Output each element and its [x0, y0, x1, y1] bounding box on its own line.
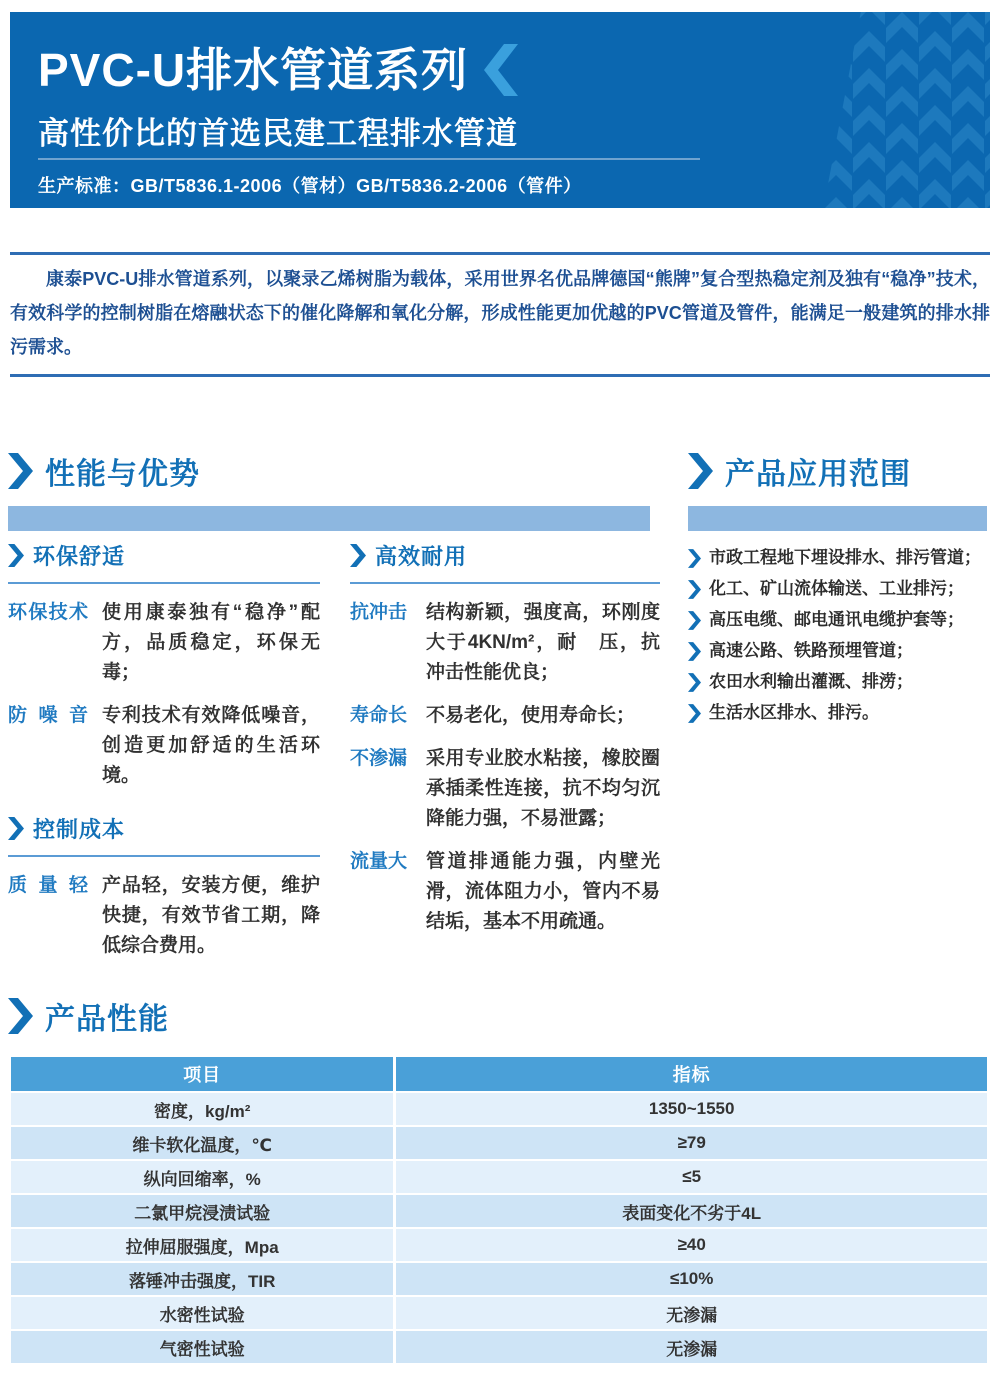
chevron-pattern-piece [853, 68, 885, 99]
subsection-heading [8, 540, 320, 584]
application-text: 市政工程地下埋设排水、排污管道； [709, 548, 981, 567]
table-header-cell: 项目 [11, 1057, 393, 1091]
chevron-pattern-piece [952, 49, 984, 80]
feature-group [8, 813, 320, 961]
chevron-pattern-piece [853, 179, 885, 208]
application-item [688, 671, 987, 692]
subsection-title: 高效耐用 [375, 544, 468, 569]
right-chevron-icon [688, 549, 701, 568]
chevron-pattern-piece [886, 123, 918, 154]
section-heading [8, 449, 650, 493]
chevron-pattern-piece [919, 105, 951, 136]
subsection-title: 环保舒适 [33, 544, 126, 569]
chevron-pattern-piece [919, 31, 951, 62]
table-cell: ≤5 [396, 1161, 987, 1193]
application-text: 农田水利输出灌溉、排涝； [709, 672, 913, 691]
chevron-pattern-piece [886, 86, 918, 117]
table-row [11, 1093, 987, 1125]
section-title: 性能与优势 [45, 458, 200, 491]
feature-text: 专利技术有效降低噪音，创造更加舒适的生活环境。 [102, 705, 320, 786]
feature-label: 防噪音 [8, 705, 88, 726]
table-cell: 拉伸屈服强度，Mpa [11, 1229, 393, 1261]
chevron-pattern-piece [985, 31, 990, 62]
product-performance-section [8, 994, 990, 1365]
chevron-pattern-piece [919, 12, 951, 25]
feature-group [8, 540, 320, 791]
applications-list [688, 547, 987, 723]
table-row [11, 1127, 987, 1159]
table-row [11, 1229, 987, 1261]
feature-text: 管道排通能力强，内壁光滑，流体阻力小，管内不易结垢，基本不用疏通。 [426, 851, 660, 932]
chevron-pattern-piece [853, 105, 885, 136]
chevron-pattern-piece [952, 123, 984, 154]
section-title: 产品性能 [45, 1003, 169, 1036]
table-cell: 1350~1550 [396, 1093, 987, 1125]
chevron-pattern-piece [853, 12, 885, 25]
table-row [11, 1263, 987, 1295]
chevron-pattern-piece [985, 12, 990, 25]
page-subtitle: 高性价比的首选民建工程排水管道 [38, 116, 518, 151]
right-chevron-icon [8, 817, 24, 840]
table-cell: 落锤冲击强度，TIR [11, 1263, 393, 1295]
table-row [11, 1297, 987, 1329]
chevron-pattern-piece [952, 12, 984, 43]
feature-item [350, 701, 660, 731]
chevron-pattern-piece [919, 179, 951, 208]
table-cell: 水密性试验 [11, 1297, 393, 1329]
feature-label: 寿命长 [350, 705, 408, 726]
subsection-title: 控制成本 [33, 817, 126, 842]
section-accent-bar [8, 506, 650, 531]
feature-text: 使用康泰独有“稳净”配方，品质稳定，环保无毒； [102, 602, 320, 683]
chevron-pattern-piece [820, 12, 852, 43]
right-chevron-icon [688, 642, 701, 661]
application-item [688, 578, 987, 599]
applications-section [688, 449, 987, 733]
table-row [11, 1195, 987, 1227]
table-cell: 二氯甲烷浸渍试验 [11, 1195, 393, 1227]
subsection-heading [8, 813, 320, 857]
feature-text: 结构新颖，强度高，环刚度大于4KN/m²，耐 压，抗冲击性能优良； [426, 602, 660, 683]
table-row [11, 1161, 987, 1193]
performance-table [8, 1055, 990, 1365]
intro-text: 康泰PVC-U排水管道系列，以聚录乙烯树脂为载体，采用世界名优品牌德国“熊牌”复合型热稳定剂及独有“稳净”技术，有效科学的控制树脂在熔融状态下的催化降解和氧化分解，形成性能更加优越的PVC管道及管件，能满足一般建筑的排水排污需求。 [10, 269, 990, 357]
application-item [688, 609, 987, 630]
chevron-pattern-piece [820, 49, 852, 80]
feature-label: 不渗漏 [350, 748, 408, 769]
feature-text: 采用专业胶水粘接，橡胶圈承插柔性连接，抗不均匀沉降能力强，不易泄露； [426, 748, 660, 829]
feature-item [8, 598, 320, 688]
table-cell: 纵向回缩率，% [11, 1161, 393, 1193]
right-chevron-icon [8, 998, 33, 1034]
application-text: 高压电缆、邮电通讯电缆护套等； [709, 610, 964, 629]
feature-item [8, 701, 320, 791]
feature-column-middle [350, 540, 660, 959]
chevron-pattern-piece [952, 197, 984, 208]
feature-label: 流量大 [350, 851, 408, 872]
application-item [688, 547, 987, 568]
table-cell: 维卡软化温度，℃ [11, 1127, 393, 1159]
chevron-pattern-piece [820, 197, 852, 208]
chevron-pattern-piece [853, 31, 885, 62]
table-cell: ≥79 [396, 1127, 987, 1159]
feature-label: 环保技术 [8, 602, 88, 623]
application-text: 化工、矿山流体输送、工业排污； [709, 579, 964, 598]
chevron-pattern-piece [886, 160, 918, 191]
feature-item [350, 744, 660, 834]
chevron-pattern-piece [985, 68, 990, 99]
table-cell: 表面变化不劣于4L [396, 1195, 987, 1227]
right-chevron-icon [8, 544, 24, 567]
feature-column-left [8, 540, 320, 983]
feature-label: 抗冲击 [350, 602, 408, 623]
right-chevron-icon [688, 704, 701, 723]
table-cell: 无渗漏 [396, 1331, 987, 1363]
chevron-pattern-piece [820, 86, 852, 117]
feature-text: 产品轻，安装方便，维护快捷，有效节省工期，降低综合费用。 [102, 875, 320, 956]
table-header-cell: 指标 [396, 1057, 987, 1091]
right-chevron-icon [688, 611, 701, 630]
table-header-row [11, 1057, 987, 1091]
table-cell: 气密性试验 [11, 1331, 393, 1363]
chevron-pattern-piece [820, 123, 852, 154]
chevron-pattern-piece [853, 142, 885, 173]
table-cell: 无渗漏 [396, 1297, 987, 1329]
right-chevron-icon [688, 453, 713, 489]
application-text: 生活水区排水、排污。 [709, 703, 879, 722]
feature-label: 质量轻 [8, 875, 88, 896]
chevron-pattern-piece [886, 49, 918, 80]
section-heading [688, 449, 987, 493]
chevron-pattern-piece [985, 105, 990, 136]
chevron-pattern-piece [919, 68, 951, 99]
feature-item [350, 598, 660, 688]
table-cell: 密度，kg/m² [11, 1093, 393, 1125]
chevron-pattern-piece [985, 179, 990, 208]
chevron-pattern-piece [952, 86, 984, 117]
feature-group [350, 540, 660, 937]
performance-section-header [8, 449, 650, 531]
left-chevron-icon [484, 44, 518, 96]
section-heading [8, 994, 990, 1038]
hero-banner [10, 12, 990, 208]
right-chevron-icon [688, 580, 701, 599]
chevron-pattern-piece [952, 160, 984, 191]
chevron-pattern [820, 12, 990, 208]
feature-item [8, 871, 320, 961]
production-standard: 生产标准：GB/T5836.1-2006（管材）GB/T5836.2-2006（管件） [38, 176, 582, 196]
right-chevron-icon [350, 544, 366, 567]
section-title: 产品应用范围 [725, 458, 911, 491]
chevron-pattern-piece [985, 142, 990, 173]
application-item [688, 702, 987, 723]
section-accent-bar [688, 506, 987, 531]
feature-item [350, 847, 660, 937]
hero-divider [38, 158, 700, 160]
intro-section [10, 252, 990, 377]
chevron-pattern-piece [886, 197, 918, 208]
chevron-pattern-piece [820, 160, 852, 191]
chevron-pattern-piece [919, 142, 951, 173]
subsection-heading [350, 540, 660, 584]
right-chevron-icon [8, 453, 33, 489]
table-cell: ≥40 [396, 1229, 987, 1261]
hero-title-row [38, 34, 518, 100]
table-cell: ≤10% [396, 1263, 987, 1295]
page-title: PVC-U排水管道系列 [38, 44, 469, 96]
application-text: 高速公路、铁路预埋管道； [709, 641, 913, 660]
table-row [11, 1331, 987, 1363]
right-chevron-icon [688, 673, 701, 692]
feature-text: 不易老化，使用寿命长； [426, 705, 636, 726]
application-item [688, 640, 987, 661]
chevron-pattern-piece [886, 12, 918, 43]
